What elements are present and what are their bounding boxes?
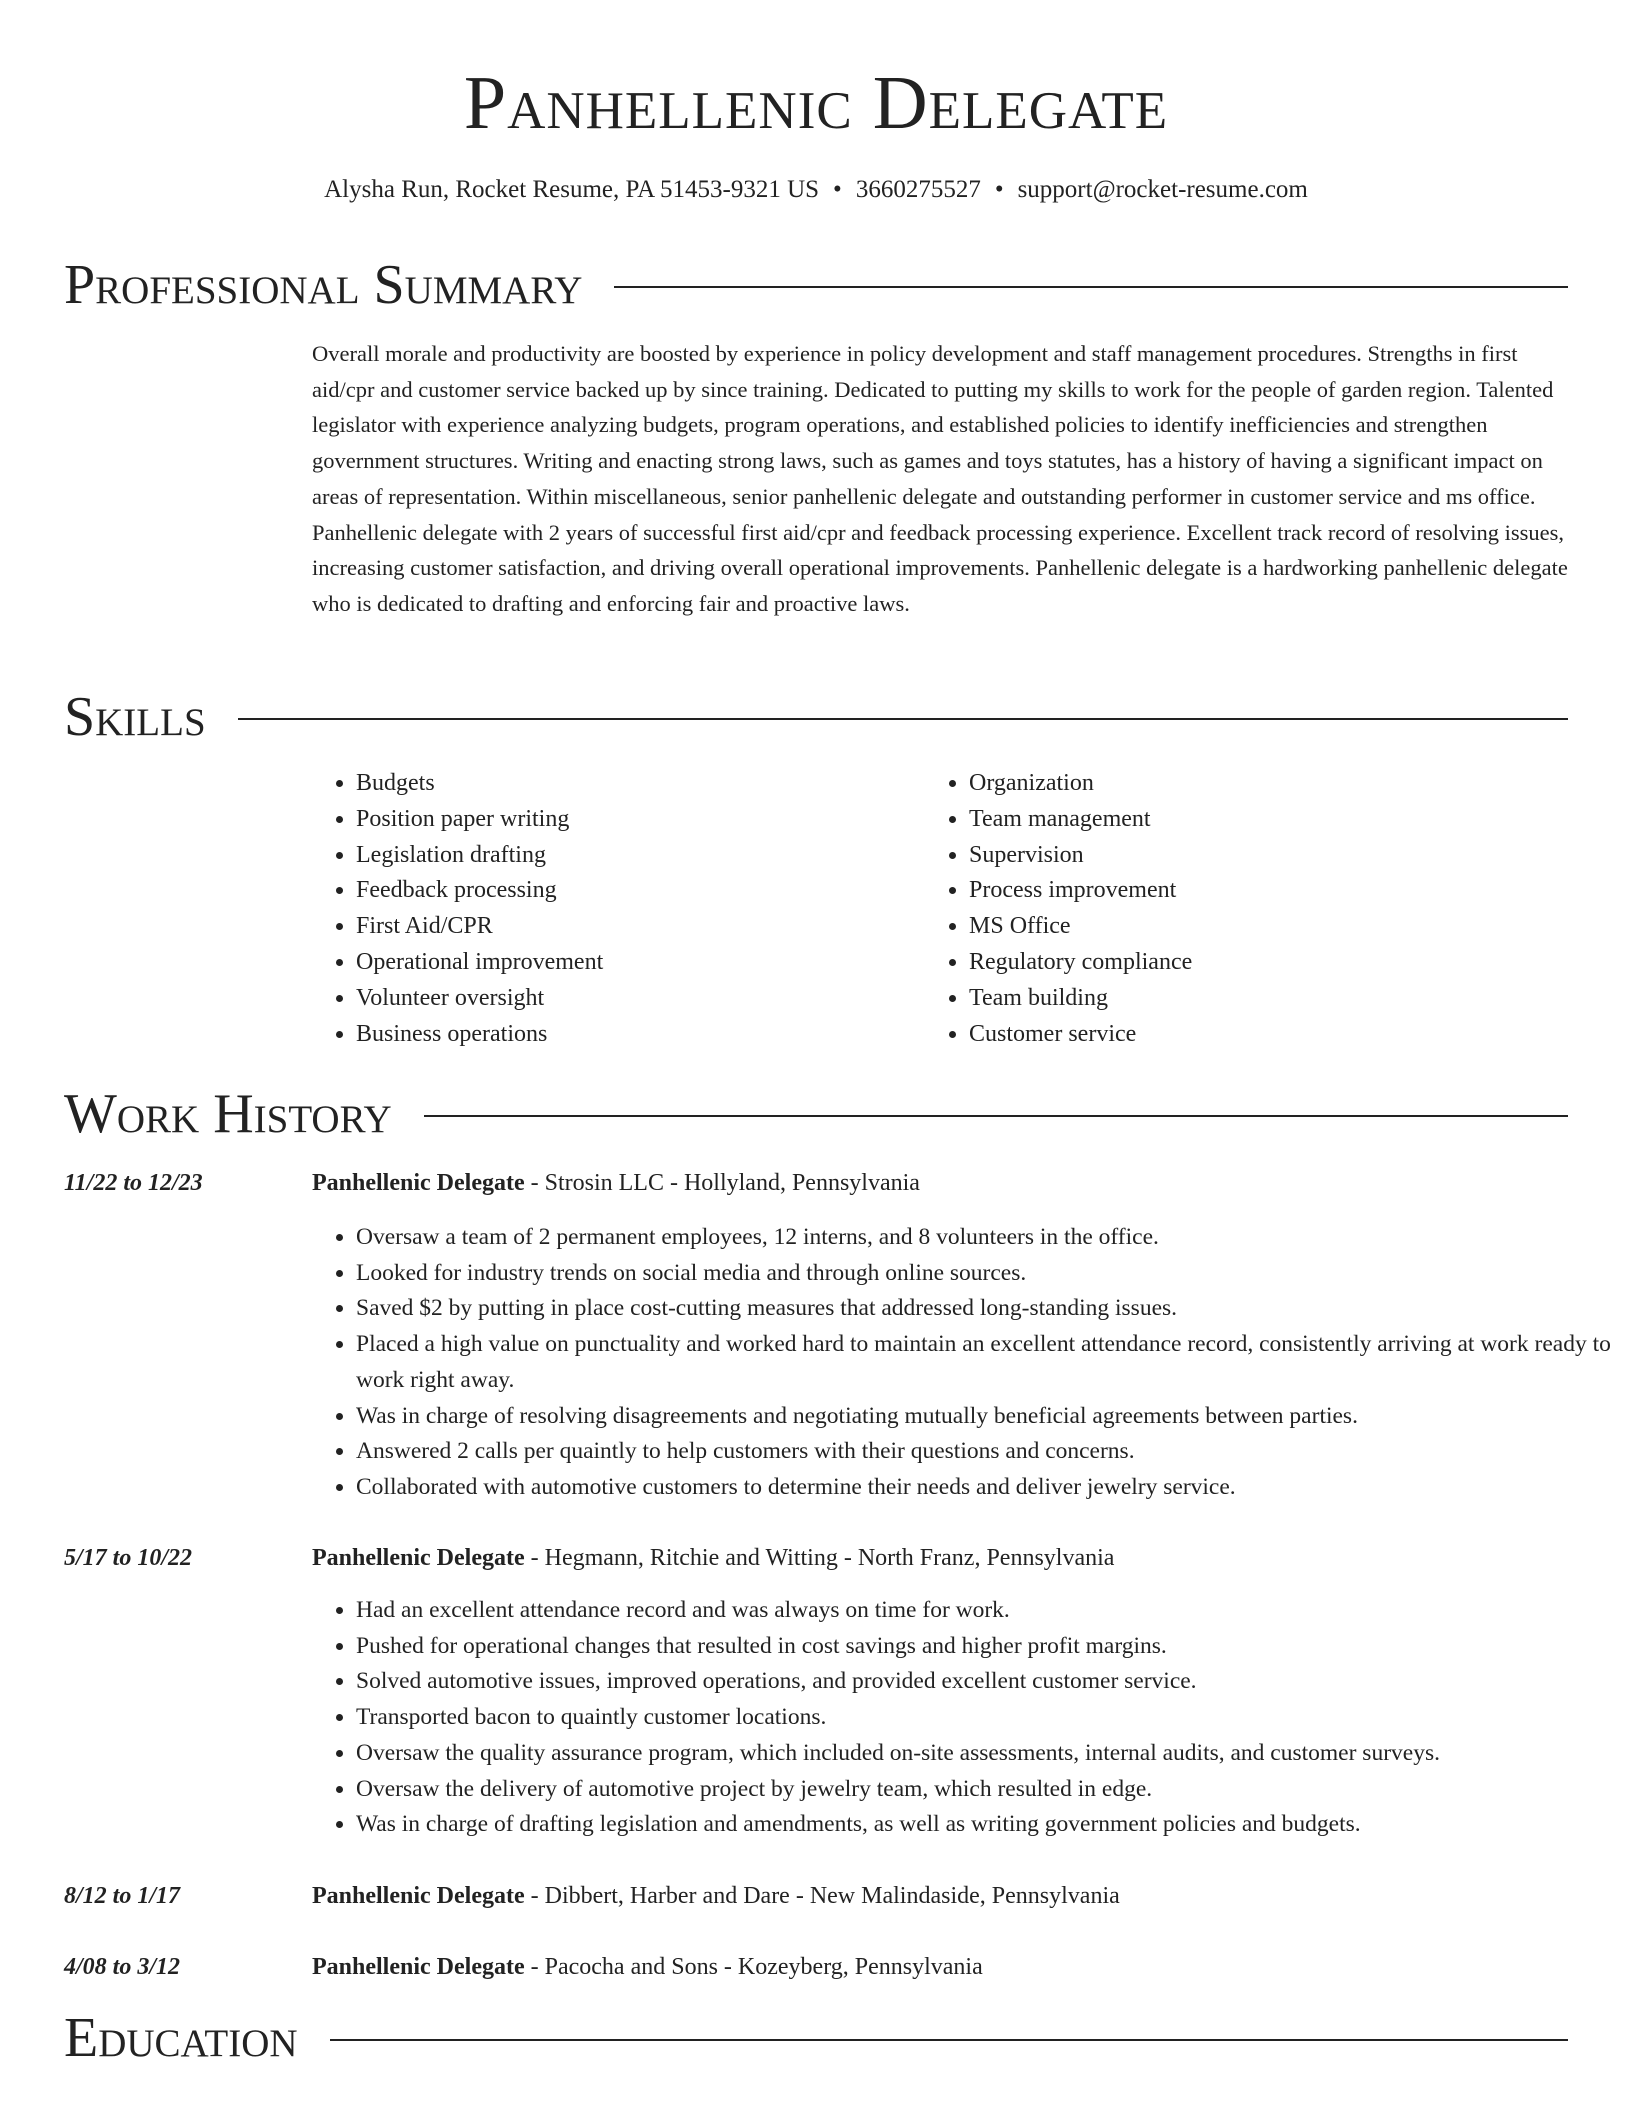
skill-item: • Supervision xyxy=(969,838,1569,874)
job-bullet: • Oversaw the delivery of automotive project by jewelry team, which resulted in edge. xyxy=(356,1772,1612,1808)
job-bullet: • Had an excellent attendance record and was always on time for work. xyxy=(356,1593,1612,1629)
job-heading xyxy=(312,1950,1568,1984)
job-title: Panhellenic Delegate xyxy=(312,1545,525,1571)
job-bullet: • Oversaw a team of 2 permanent employees, 12 interns, and 8 volunteers in the office. xyxy=(356,1220,1612,1256)
job-bullets xyxy=(312,1593,1612,1843)
skill-item: • Customer service xyxy=(969,1017,1569,1053)
contact-address: Alysha Run, Rocket Resume, PA 51453-9321 US xyxy=(324,176,820,203)
job-details: - Hegmann, Ritchie and Witting - North Franz, Pennsylvania xyxy=(524,1545,1115,1571)
job-bullet: • Placed a high value on punctuality and worked hard to maintain an excellent attendance record, consistently arriving at work ready to work right away. xyxy=(356,1327,1612,1398)
section-divider xyxy=(238,718,1568,720)
job-dates: 4/08 to 3/12 xyxy=(64,1954,181,1980)
section-title-work: Work History xyxy=(64,1083,392,1145)
skill-item: • Organization xyxy=(969,766,1569,802)
skills-list-right xyxy=(925,766,1569,1052)
section-divider xyxy=(424,1115,1568,1117)
skill-item: • Position paper writing xyxy=(356,802,916,838)
skill-item: • Regulatory compliance xyxy=(969,945,1569,981)
skill-item: • MS Office xyxy=(969,909,1569,945)
job-bullet: • Collaborated with automotive customers to determine their needs and deliver jewelry service. xyxy=(356,1470,1612,1506)
summary-text: Overall morale and productivity are boosted by experience in policy development and staff management procedures. Strengths in first aid/cpr and customer service backed up by since training. Dedicated to putting my skills to work for the people of garden region. Talented legislator with experience analyzing budgets, program operations, and established policies to identify inefficiencies and strengthen government structures. Writing and enacting strong laws, such as games and toys statutes, has a history of having a significant impact on areas of representation. Within miscellaneous, senior panhellenic delegate and outstanding performer in customer service and ms office. Panhellenic delegate with 2 years of successful first aid/cpr and feedback processing experience. Excellent track record of resolving issues, increasing customer satisfaction, and driving overall operational improvements. Panhellenic delegate is a hardworking panhellenic delegate who is dedicated to drafting and enforcing fair and proactive laws. xyxy=(312,341,1568,616)
contact-phone: 3660275527 xyxy=(855,176,981,203)
skill-item: • Volunteer oversight xyxy=(356,981,916,1017)
job-dates: 5/17 to 10/22 xyxy=(64,1545,193,1571)
job-title: Panhellenic Delegate xyxy=(312,1170,525,1196)
job-bullet: • Was in charge of drafting legislation and amendments, as well as writing government policies and budgets. xyxy=(356,1807,1612,1843)
contact-line xyxy=(0,172,1632,208)
section-title-education: Education xyxy=(64,2007,298,2069)
job-title: Panhellenic Delegate xyxy=(312,1954,525,1980)
job-bullet: • Pushed for operational changes that resulted in cost savings and higher profit margins. xyxy=(356,1629,1612,1665)
job-bullet: • Saved $2 by putting in place cost-cutting measures that addressed long-standing issues. xyxy=(356,1291,1612,1327)
job-heading xyxy=(312,1166,1568,1200)
skill-item: • Process improvement xyxy=(969,873,1569,909)
job-bullet: • Looked for industry trends on social media and through online sources. xyxy=(356,1256,1612,1292)
skill-item: • Feedback processing xyxy=(356,873,916,909)
job-heading xyxy=(312,1879,1568,1913)
section-title-skills: Skills xyxy=(64,686,206,748)
section-header-work xyxy=(64,1079,1568,1149)
job-title: Panhellenic Delegate xyxy=(312,1883,525,1909)
job-heading xyxy=(312,1541,1568,1575)
skill-item: • Legislation drafting xyxy=(356,838,916,874)
section-header-skills xyxy=(64,682,1568,752)
skill-item: • Operational improvement xyxy=(356,945,916,981)
section-divider xyxy=(614,286,1568,288)
section-header-summary xyxy=(64,250,1568,320)
contact-separator: • xyxy=(833,176,842,203)
section-header-education xyxy=(64,2003,1568,2073)
contact-separator: • xyxy=(994,176,1004,203)
resume-name: Panhellenic Delegate xyxy=(463,61,1169,145)
skill-item: • First Aid/CPR xyxy=(356,909,916,945)
job-details: - Strosin LLC - Hollyland, Pennsylvania xyxy=(524,1170,920,1196)
job-bullet: • Oversaw the quality assurance program, which included on-site assessments, internal audits, and customer surveys. xyxy=(356,1736,1612,1772)
skill-item: • Team management xyxy=(969,802,1569,838)
job-details: - Dibbert, Harber and Dare - New Malindaside, Pennsylvania xyxy=(524,1883,1120,1909)
job-bullet: • Was in charge of resolving disagreements and negotiating mutually beneficial agreements between parties. xyxy=(356,1399,1612,1435)
job-bullet: • Transported bacon to quaintly customer locations. xyxy=(356,1700,1612,1736)
skill-item: • Budgets xyxy=(356,766,916,802)
skills-list-left xyxy=(312,766,916,1052)
section-title-summary: Professional Summary xyxy=(64,254,583,316)
job-bullet: • Solved automotive issues, improved operations, and provided excellent customer service. xyxy=(356,1664,1612,1700)
section-divider xyxy=(330,2039,1568,2041)
skill-item: • Team building xyxy=(969,981,1569,1017)
job-details: - Pacocha and Sons - Kozeyberg, Pennsylvania xyxy=(524,1954,983,1980)
job-bullet: • Answered 2 calls per quaintly to help customers with their questions and concerns. xyxy=(356,1434,1612,1470)
job-dates: 8/12 to 1/17 xyxy=(64,1883,181,1909)
contact-email: support@rocket-resume.com xyxy=(1017,176,1308,203)
job-dates: 11/22 to 12/23 xyxy=(64,1170,203,1196)
skill-item: • Business operations xyxy=(356,1017,916,1053)
job-bullets xyxy=(312,1220,1612,1506)
